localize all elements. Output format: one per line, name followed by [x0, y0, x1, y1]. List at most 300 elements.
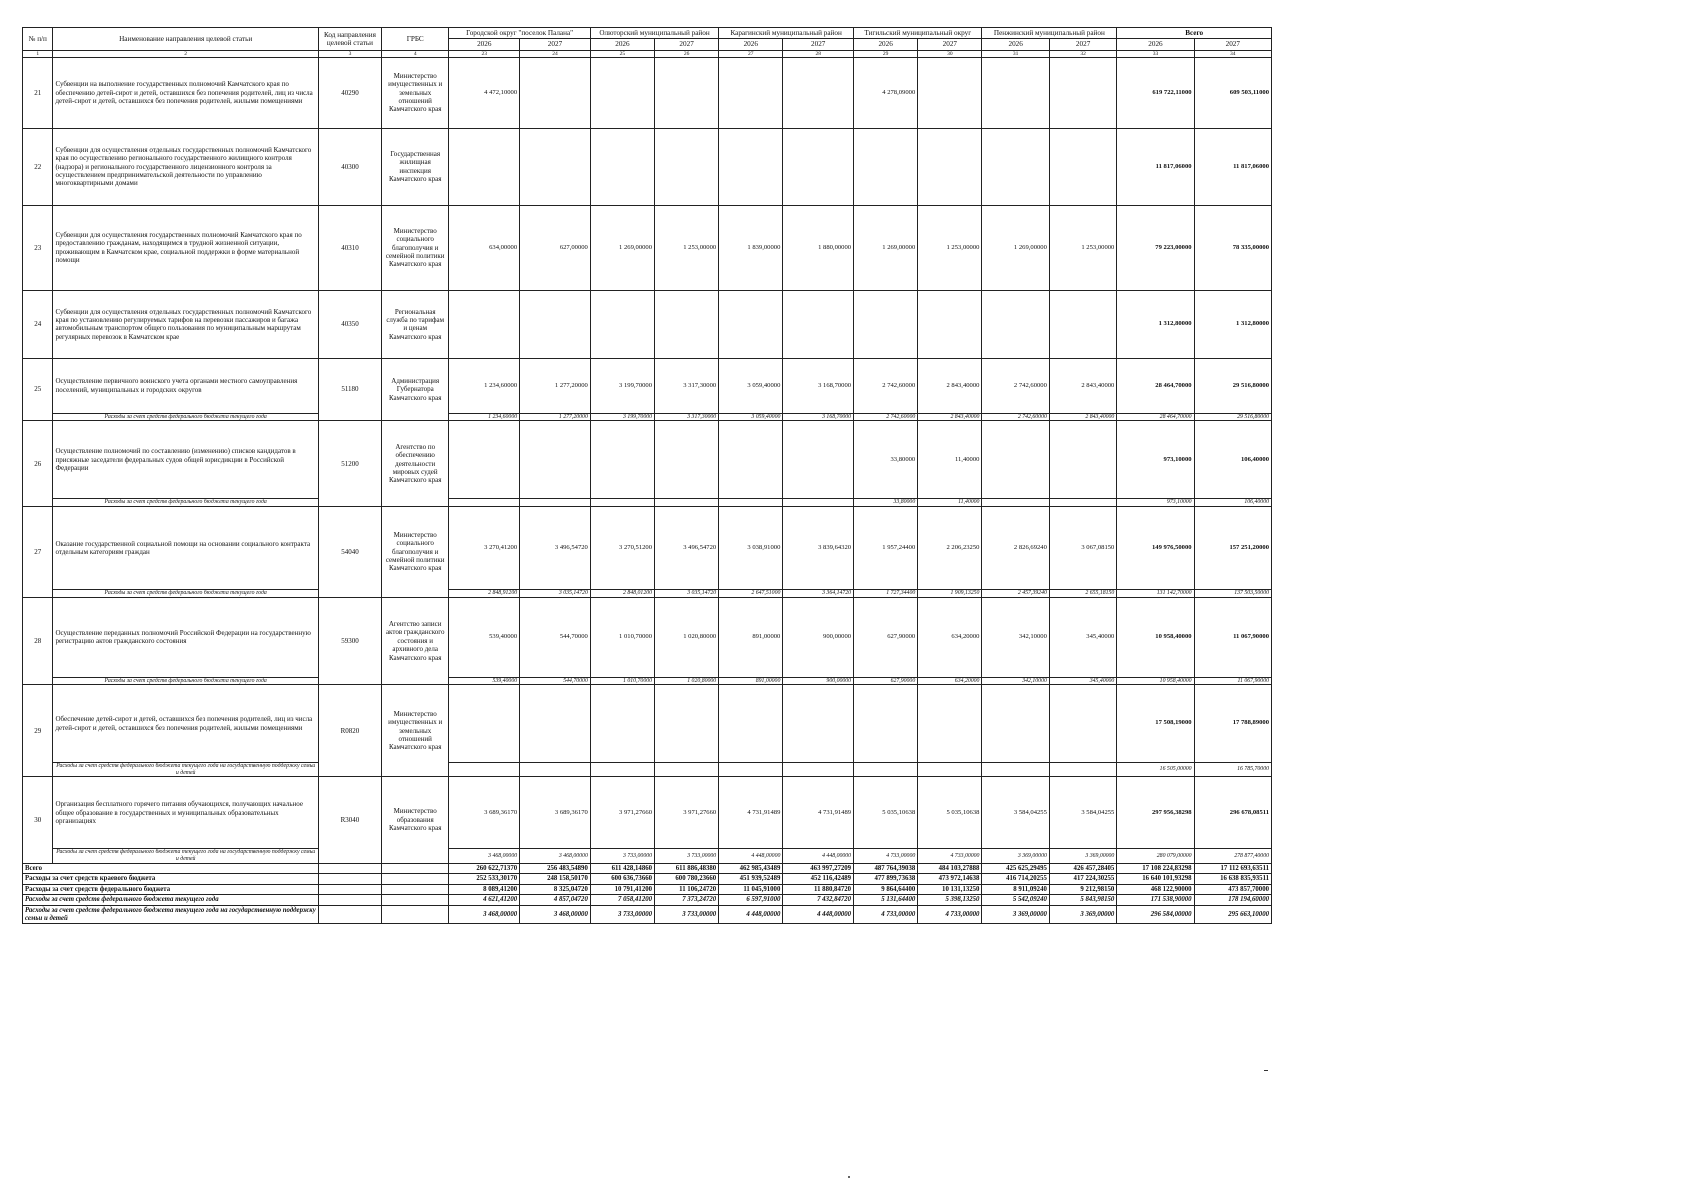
subrow-label: Расходы за счет средств федерального бюджета текущего года — [53, 677, 318, 685]
table-row — [23, 597, 1272, 677]
table-body — [23, 57, 1272, 923]
row-name: Осуществление полномочий по составлению (изменению) списков кандидатов в присяжные заседатели федеральных судов общей юрисдикции в Российской Федерации — [53, 421, 318, 499]
row-number: 29 — [23, 685, 53, 777]
total-value: 17 108 224,83298 — [1117, 863, 1194, 874]
header-index-cell: 27 — [719, 50, 783, 57]
subrow-value — [449, 499, 520, 507]
row-value: 1 312,80000 — [1117, 290, 1194, 358]
total-value: 5 398,13250 — [918, 895, 982, 906]
total-value: 463 997,27209 — [783, 863, 854, 874]
total-value: 171 538,90000 — [1117, 895, 1194, 906]
row-value — [719, 128, 783, 205]
total-value: 8 911,09240 — [982, 884, 1049, 895]
total-value: 4 857,04720 — [520, 895, 591, 906]
row-value: 149 976,50000 — [1117, 507, 1194, 590]
row-value — [449, 128, 520, 205]
header-index-cell: 25 — [590, 50, 654, 57]
total-empty-cell — [318, 863, 381, 874]
subrow-value: 539,40000 — [449, 677, 520, 685]
total-value: 10 131,13250 — [918, 884, 982, 895]
header-index-cell: 33 — [1117, 50, 1194, 57]
row-value: 11 817,06000 — [1194, 128, 1271, 205]
subrow-value: 634,20000 — [918, 677, 982, 685]
row-number: 26 — [23, 421, 53, 507]
row-value: 1 269,00000 — [982, 205, 1049, 290]
row-grbs: Министерство социального благополучия и семейной политики Камчатского края — [381, 205, 448, 290]
row-name: Осуществление первичного воинского учета органами местного самоуправления поселений, муниципальных и городских округов — [53, 358, 318, 413]
total-value: 3 468,00000 — [449, 905, 520, 923]
subrow-value: 16 785,70000 — [1194, 763, 1271, 777]
subrow-value: 10 958,40000 — [1117, 677, 1194, 685]
row-value: 345,40000 — [1049, 597, 1116, 677]
row-value: 78 335,00000 — [1194, 205, 1271, 290]
total-value: 10 791,41200 — [590, 884, 654, 895]
subrow-value — [982, 499, 1049, 507]
header-year: 2027 — [520, 39, 591, 50]
row-value: 296 678,08511 — [1194, 777, 1271, 849]
header-year: 2026 — [854, 39, 918, 50]
row-number: 21 — [23, 57, 53, 128]
row-value: 2 843,40000 — [918, 358, 982, 413]
row-value: 1 269,00000 — [590, 205, 654, 290]
row-value — [1049, 685, 1116, 763]
row-grbs: Министерство имущественных и земельных отношений Камчатского края — [381, 57, 448, 128]
table-subrow — [23, 677, 1272, 685]
total-value: 7 432,84720 — [783, 895, 854, 906]
row-value — [655, 421, 719, 499]
row-value: 2 206,23250 — [918, 507, 982, 590]
row-code: R0820 — [318, 685, 381, 777]
row-value — [520, 421, 591, 499]
subrow-value: 345,40000 — [1049, 677, 1116, 685]
row-value: 544,70000 — [520, 597, 591, 677]
row-value: 3 496,54720 — [655, 507, 719, 590]
total-value: 611 428,14860 — [590, 863, 654, 874]
header-year: 2027 — [655, 39, 719, 50]
total-value: 7 058,41200 — [590, 895, 654, 906]
total-value: 417 224,30255 — [1049, 874, 1116, 885]
total-value: 3 733,00000 — [655, 905, 719, 923]
total-value: 3 468,00000 — [520, 905, 591, 923]
header-index-cell: 3 — [318, 50, 381, 57]
row-number: 25 — [23, 358, 53, 421]
subrow-value — [719, 499, 783, 507]
total-value: 484 103,27888 — [918, 863, 982, 874]
row-value — [783, 128, 854, 205]
subrow-value: 900,00000 — [783, 677, 854, 685]
row-value — [982, 421, 1049, 499]
subrow-value: 1 277,20000 — [520, 413, 591, 421]
total-value: 252 533,30170 — [449, 874, 520, 885]
row-value — [1049, 57, 1116, 128]
row-value — [655, 685, 719, 763]
row-code: 54040 — [318, 507, 381, 598]
row-grbs: Региональная служба по тарифам и ценам Камчатского края — [381, 290, 448, 358]
table-row — [23, 685, 1272, 763]
subrow-value — [854, 763, 918, 777]
row-name: Субвенции для осуществления отдельных государственных полномочий Камчатского края по осуществлению регионального государственного жилищного контроля (надзора) и регионального государственного лицензионного контроля за осуществлением предпринимательской деятельности по управлению многоквартирными домами — [53, 128, 318, 205]
row-value — [520, 685, 591, 763]
row-value: 2 742,60000 — [982, 358, 1049, 413]
subrow-value: 3 059,40000 — [719, 413, 783, 421]
row-name: Субвенции для осуществления отдельных государственных полномочий Камчатского края по установлению регулируемых тарифов на перевозки пассажиров и багажа автомобильным транспортом общего пользования по муниципальным маршрутам регулярных перевозок в Камчатском крае — [53, 290, 318, 358]
row-value — [1049, 421, 1116, 499]
table-row — [23, 205, 1272, 290]
budget-table — [22, 27, 1272, 924]
row-code: 40310 — [318, 205, 381, 290]
header-index-cell: 4 — [381, 50, 448, 57]
subrow-value: 1 020,80000 — [655, 677, 719, 685]
row-code: 40300 — [318, 128, 381, 205]
total-value: 477 899,73638 — [854, 874, 918, 885]
header-index-cell: 23 — [449, 50, 520, 57]
row-value: 2 742,60000 — [854, 358, 918, 413]
row-value: 33,80000 — [854, 421, 918, 499]
subrow-value — [1049, 499, 1116, 507]
row-grbs: Администрация Губернатора Камчатского края — [381, 358, 448, 421]
total-value: 11 880,84720 — [783, 884, 854, 895]
row-value: 1 957,24400 — [854, 507, 918, 590]
total-value: 178 194,60000 — [1194, 895, 1271, 906]
header-year: 2026 — [590, 39, 654, 50]
total-value: 4 733,00000 — [854, 905, 918, 923]
row-value: 3 971,27660 — [655, 777, 719, 849]
row-value — [1049, 290, 1116, 358]
row-value: 3 689,36170 — [520, 777, 591, 849]
total-value: 5 843,98150 — [1049, 895, 1116, 906]
subrow-label: Расходы за счет средств федерального бюджета текущего года — [53, 590, 318, 598]
row-value: 106,40000 — [1194, 421, 1271, 499]
table-subrow — [23, 499, 1272, 507]
total-value: 296 584,00000 — [1117, 905, 1194, 923]
row-code: 51200 — [318, 421, 381, 507]
subrow-value: 137 503,50000 — [1194, 590, 1271, 598]
row-value: 1 020,80000 — [655, 597, 719, 677]
total-value: 3 733,00000 — [590, 905, 654, 923]
row-value: 79 223,00000 — [1117, 205, 1194, 290]
row-value — [982, 57, 1049, 128]
subrow-value: 3 369,00000 — [982, 849, 1049, 863]
total-value: 16 638 835,93511 — [1194, 874, 1271, 885]
subrow-value — [783, 499, 854, 507]
subrow-value: 2 742,60000 — [854, 413, 918, 421]
subrow-value: 29 516,80000 — [1194, 413, 1271, 421]
header-index-cell: 26 — [655, 50, 719, 57]
subrow-value: 1 727,34400 — [854, 590, 918, 598]
row-value: 4 731,91489 — [783, 777, 854, 849]
table-subrow — [23, 413, 1272, 421]
header-index-cell: 28 — [783, 50, 854, 57]
total-empty-cell — [381, 895, 448, 906]
row-number: 23 — [23, 205, 53, 290]
total-row — [23, 895, 1272, 906]
total-value: 295 663,10000 — [1194, 905, 1271, 923]
row-value: 1 880,00000 — [783, 205, 854, 290]
total-value: 6 597,91000 — [719, 895, 783, 906]
header-group-tigilsky: Тигильский муниципальный округ — [854, 28, 982, 39]
subrow-value — [655, 499, 719, 507]
row-value — [719, 290, 783, 358]
total-label: Расходы за счет средств федерального бюджета текущего года на государственную поддержку семьи и детей — [23, 905, 319, 923]
subrow-value: 2 848,91200 — [449, 590, 520, 598]
subrow-value: 3 364,14720 — [783, 590, 854, 598]
total-value: 248 158,50170 — [520, 874, 591, 885]
header-year: 2027 — [918, 39, 982, 50]
total-value: 4 733,00000 — [918, 905, 982, 923]
row-value: 1 269,00000 — [854, 205, 918, 290]
row-value: 609 503,11000 — [1194, 57, 1271, 128]
header-grbs: ГРБС — [381, 28, 448, 51]
row-grbs: Государственная жилищная инспекция Камчатского края — [381, 128, 448, 205]
subrow-value: 131 142,70000 — [1117, 590, 1194, 598]
row-value: 891,00000 — [719, 597, 783, 677]
row-value: 1 253,00000 — [1049, 205, 1116, 290]
table-subrow — [23, 590, 1272, 598]
row-value: 342,10000 — [982, 597, 1049, 677]
row-value — [590, 290, 654, 358]
subrow-value: 3 199,70000 — [590, 413, 654, 421]
row-value — [918, 128, 982, 205]
row-value: 634,00000 — [449, 205, 520, 290]
subrow-value: 106,40000 — [1194, 499, 1271, 507]
subrow-value — [655, 763, 719, 777]
row-value — [854, 685, 918, 763]
header-row-groups — [23, 28, 1272, 39]
subrow-value: 4 448,00000 — [719, 849, 783, 863]
subrow-value: 3 733,00000 — [590, 849, 654, 863]
subrow-value: 3 035,14720 — [655, 590, 719, 598]
row-code: 59300 — [318, 597, 381, 685]
row-value: 627,00000 — [520, 205, 591, 290]
subrow-value — [783, 763, 854, 777]
subrow-value — [449, 763, 520, 777]
subrow-value: 4 733,00000 — [918, 849, 982, 863]
row-value: 539,40000 — [449, 597, 520, 677]
subrow-label: Расходы за счет средств федерального бюджета текущего года на государственную поддержку семьи и детей — [53, 849, 318, 863]
row-value: 1 312,80000 — [1194, 290, 1271, 358]
row-number: 22 — [23, 128, 53, 205]
row-value — [918, 685, 982, 763]
table-row — [23, 358, 1272, 413]
header-year: 2027 — [783, 39, 854, 50]
header-group-palana: Городской округ "поселок Палана" — [449, 28, 590, 39]
row-value: 3 059,40000 — [719, 358, 783, 413]
subrow-value: 1 234,60000 — [449, 413, 520, 421]
row-value: 3 689,36170 — [449, 777, 520, 849]
row-name: Осуществление переданных полномочий Российской Федерации на государственную регистрацию актов гражданского состояния — [53, 597, 318, 677]
table-row — [23, 290, 1272, 358]
row-value: 2 826,69240 — [982, 507, 1049, 590]
row-value: 3 067,08150 — [1049, 507, 1116, 590]
subrow-value — [520, 763, 591, 777]
subrow-label: Расходы за счет средств федерального бюджета текущего года на государственную поддержку семьи и детей — [53, 763, 318, 777]
page-mark — [1264, 1070, 1268, 1071]
total-label: Всего — [23, 863, 319, 874]
row-value: 3 317,30000 — [655, 358, 719, 413]
row-value: 3 168,70000 — [783, 358, 854, 413]
total-empty-cell — [381, 874, 448, 885]
row-number: 24 — [23, 290, 53, 358]
total-value: 9 864,64400 — [854, 884, 918, 895]
row-value: 3 839,64320 — [783, 507, 854, 590]
row-value: 4 472,10000 — [449, 57, 520, 128]
subrow-value: 280 079,00000 — [1117, 849, 1194, 863]
table-row — [23, 507, 1272, 590]
row-value: 4 278,09000 — [854, 57, 918, 128]
row-value — [783, 421, 854, 499]
header-index-cell: 1 — [23, 50, 53, 57]
header-year: 2026 — [1117, 39, 1194, 50]
total-value: 451 939,52489 — [719, 874, 783, 885]
table-row — [23, 128, 1272, 205]
subrow-value: 3 317,30000 — [655, 413, 719, 421]
subrow-value: 3 733,00000 — [655, 849, 719, 863]
row-code: R3040 — [318, 777, 381, 863]
header-year: 2027 — [1049, 39, 1116, 50]
table-row — [23, 57, 1272, 128]
row-value — [783, 685, 854, 763]
row-number: 30 — [23, 777, 53, 863]
row-value — [590, 421, 654, 499]
row-value — [783, 290, 854, 358]
row-value — [719, 57, 783, 128]
total-value: 8 089,41200 — [449, 884, 520, 895]
subrow-value: 544,70000 — [520, 677, 591, 685]
row-value: 11 067,90000 — [1194, 597, 1271, 677]
total-empty-cell — [318, 905, 381, 923]
row-value — [449, 421, 520, 499]
subrow-value: 1 909,13250 — [918, 590, 982, 598]
subrow-value: 3 035,14720 — [520, 590, 591, 598]
row-value — [918, 57, 982, 128]
row-value: 3 584,04255 — [982, 777, 1049, 849]
total-value: 3 369,00000 — [1049, 905, 1116, 923]
row-value — [1049, 128, 1116, 205]
total-value: 416 714,20255 — [982, 874, 1049, 885]
row-value — [982, 128, 1049, 205]
subrow-value: 1 010,70000 — [590, 677, 654, 685]
total-value: 16 640 101,93298 — [1117, 874, 1194, 885]
row-number: 28 — [23, 597, 53, 685]
total-value: 3 369,00000 — [982, 905, 1049, 923]
total-label: Расходы за счет средств краевого бюджета — [23, 874, 319, 885]
row-value: 619 722,11000 — [1117, 57, 1194, 128]
row-value — [854, 128, 918, 205]
row-value — [520, 57, 591, 128]
row-name: Субвенции на выполнение государственных полномочий Камчатского края по обеспечению детей-сирот и детей, оставшихся без попечения родителей, лиц из числа детей-сирот и детей, оставшихся без попечения родителей, жилыми помещениями — [53, 57, 318, 128]
row-value: 1 277,20000 — [520, 358, 591, 413]
total-value: 7 373,24720 — [655, 895, 719, 906]
header-row-index — [23, 50, 1272, 57]
header-year: 2026 — [982, 39, 1049, 50]
total-value: 5 131,64400 — [854, 895, 918, 906]
row-value — [982, 685, 1049, 763]
total-empty-cell — [318, 884, 381, 895]
subrow-value: 2 647,51000 — [719, 590, 783, 598]
row-name: Организация бесплатного горячего питания обучающихся, получающих начальное общее образование в государственных и муниципальных образовательных организациях — [53, 777, 318, 849]
header-group-karaginsky: Карагинский муниципальный район — [719, 28, 854, 39]
row-name: Субвенции для осуществления государственных полномочий Камчатского края по предоставлению гражданам, находящимся в трудной жизненной ситуации, проживающим в Камчатском крае, социальной поддержки в форме материальной помощи — [53, 205, 318, 290]
row-value — [655, 290, 719, 358]
total-row — [23, 874, 1272, 885]
total-value: 462 985,43489 — [719, 863, 783, 874]
row-value — [719, 685, 783, 763]
table-subrow — [23, 763, 1272, 777]
row-value: 627,90000 — [854, 597, 918, 677]
total-value: 425 625,29495 — [982, 863, 1049, 874]
subrow-value: 16 505,00000 — [1117, 763, 1194, 777]
row-value — [854, 290, 918, 358]
total-value: 4 448,00000 — [783, 905, 854, 923]
row-value — [590, 685, 654, 763]
row-code: 40350 — [318, 290, 381, 358]
subrow-value: 11 067,90000 — [1194, 677, 1271, 685]
total-value: 4 448,00000 — [719, 905, 783, 923]
row-grbs: Министерство имущественных и земельных отношений Камчатского края — [381, 685, 448, 777]
row-value: 634,20000 — [918, 597, 982, 677]
row-value: 5 035,10638 — [918, 777, 982, 849]
row-value — [520, 290, 591, 358]
header-year: 2026 — [449, 39, 520, 50]
subrow-value — [590, 499, 654, 507]
row-grbs: Министерство социального благополучия и семейной политики Камчатского края — [381, 507, 448, 598]
row-code: 51180 — [318, 358, 381, 421]
total-row — [23, 863, 1272, 874]
table-row — [23, 421, 1272, 499]
subrow-value: 3 369,00000 — [1049, 849, 1116, 863]
total-row — [23, 884, 1272, 895]
subrow-value — [719, 763, 783, 777]
header-group-olyutorsky: Олюторский муниципальный район — [590, 28, 718, 39]
row-value: 17 508,19000 — [1117, 685, 1194, 763]
total-empty-cell — [318, 895, 381, 906]
total-value: 468 122,90000 — [1117, 884, 1194, 895]
row-value: 1 253,00000 — [918, 205, 982, 290]
header-index-cell: 2 — [53, 50, 318, 57]
subrow-value: 891,00000 — [719, 677, 783, 685]
total-value: 473 857,70000 — [1194, 884, 1271, 895]
subrow-value: 3 468,00000 — [449, 849, 520, 863]
row-value: 3 496,54720 — [520, 507, 591, 590]
row-value: 2 843,40000 — [1049, 358, 1116, 413]
subrow-value: 2 655,18150 — [1049, 590, 1116, 598]
subrow-value: 2 843,40000 — [1049, 413, 1116, 421]
row-value: 17 788,89000 — [1194, 685, 1271, 763]
row-value: 3 971,27660 — [590, 777, 654, 849]
row-value — [783, 57, 854, 128]
subrow-value — [1049, 763, 1116, 777]
total-value: 11 106,24720 — [655, 884, 719, 895]
header-year: 2027 — [1194, 39, 1271, 50]
total-empty-cell — [381, 863, 448, 874]
subrow-value: 973,10000 — [1117, 499, 1194, 507]
row-value: 5 035,10638 — [854, 777, 918, 849]
row-number: 27 — [23, 507, 53, 598]
row-value — [918, 290, 982, 358]
subrow-value: 2 457,39240 — [982, 590, 1049, 598]
subrow-value: 2 848,01200 — [590, 590, 654, 598]
row-value: 3 270,51200 — [590, 507, 654, 590]
total-empty-cell — [381, 905, 448, 923]
header-index-cell: 24 — [520, 50, 591, 57]
subrow-value: 2 742,60000 — [982, 413, 1049, 421]
row-value: 1 253,00000 — [655, 205, 719, 290]
subrow-value: 33,80000 — [854, 499, 918, 507]
row-value — [449, 290, 520, 358]
subrow-value: 3 468,00000 — [520, 849, 591, 863]
row-value — [590, 128, 654, 205]
row-grbs: Агентство по обеспечению деятельности мировых судей Камчатского края — [381, 421, 448, 507]
